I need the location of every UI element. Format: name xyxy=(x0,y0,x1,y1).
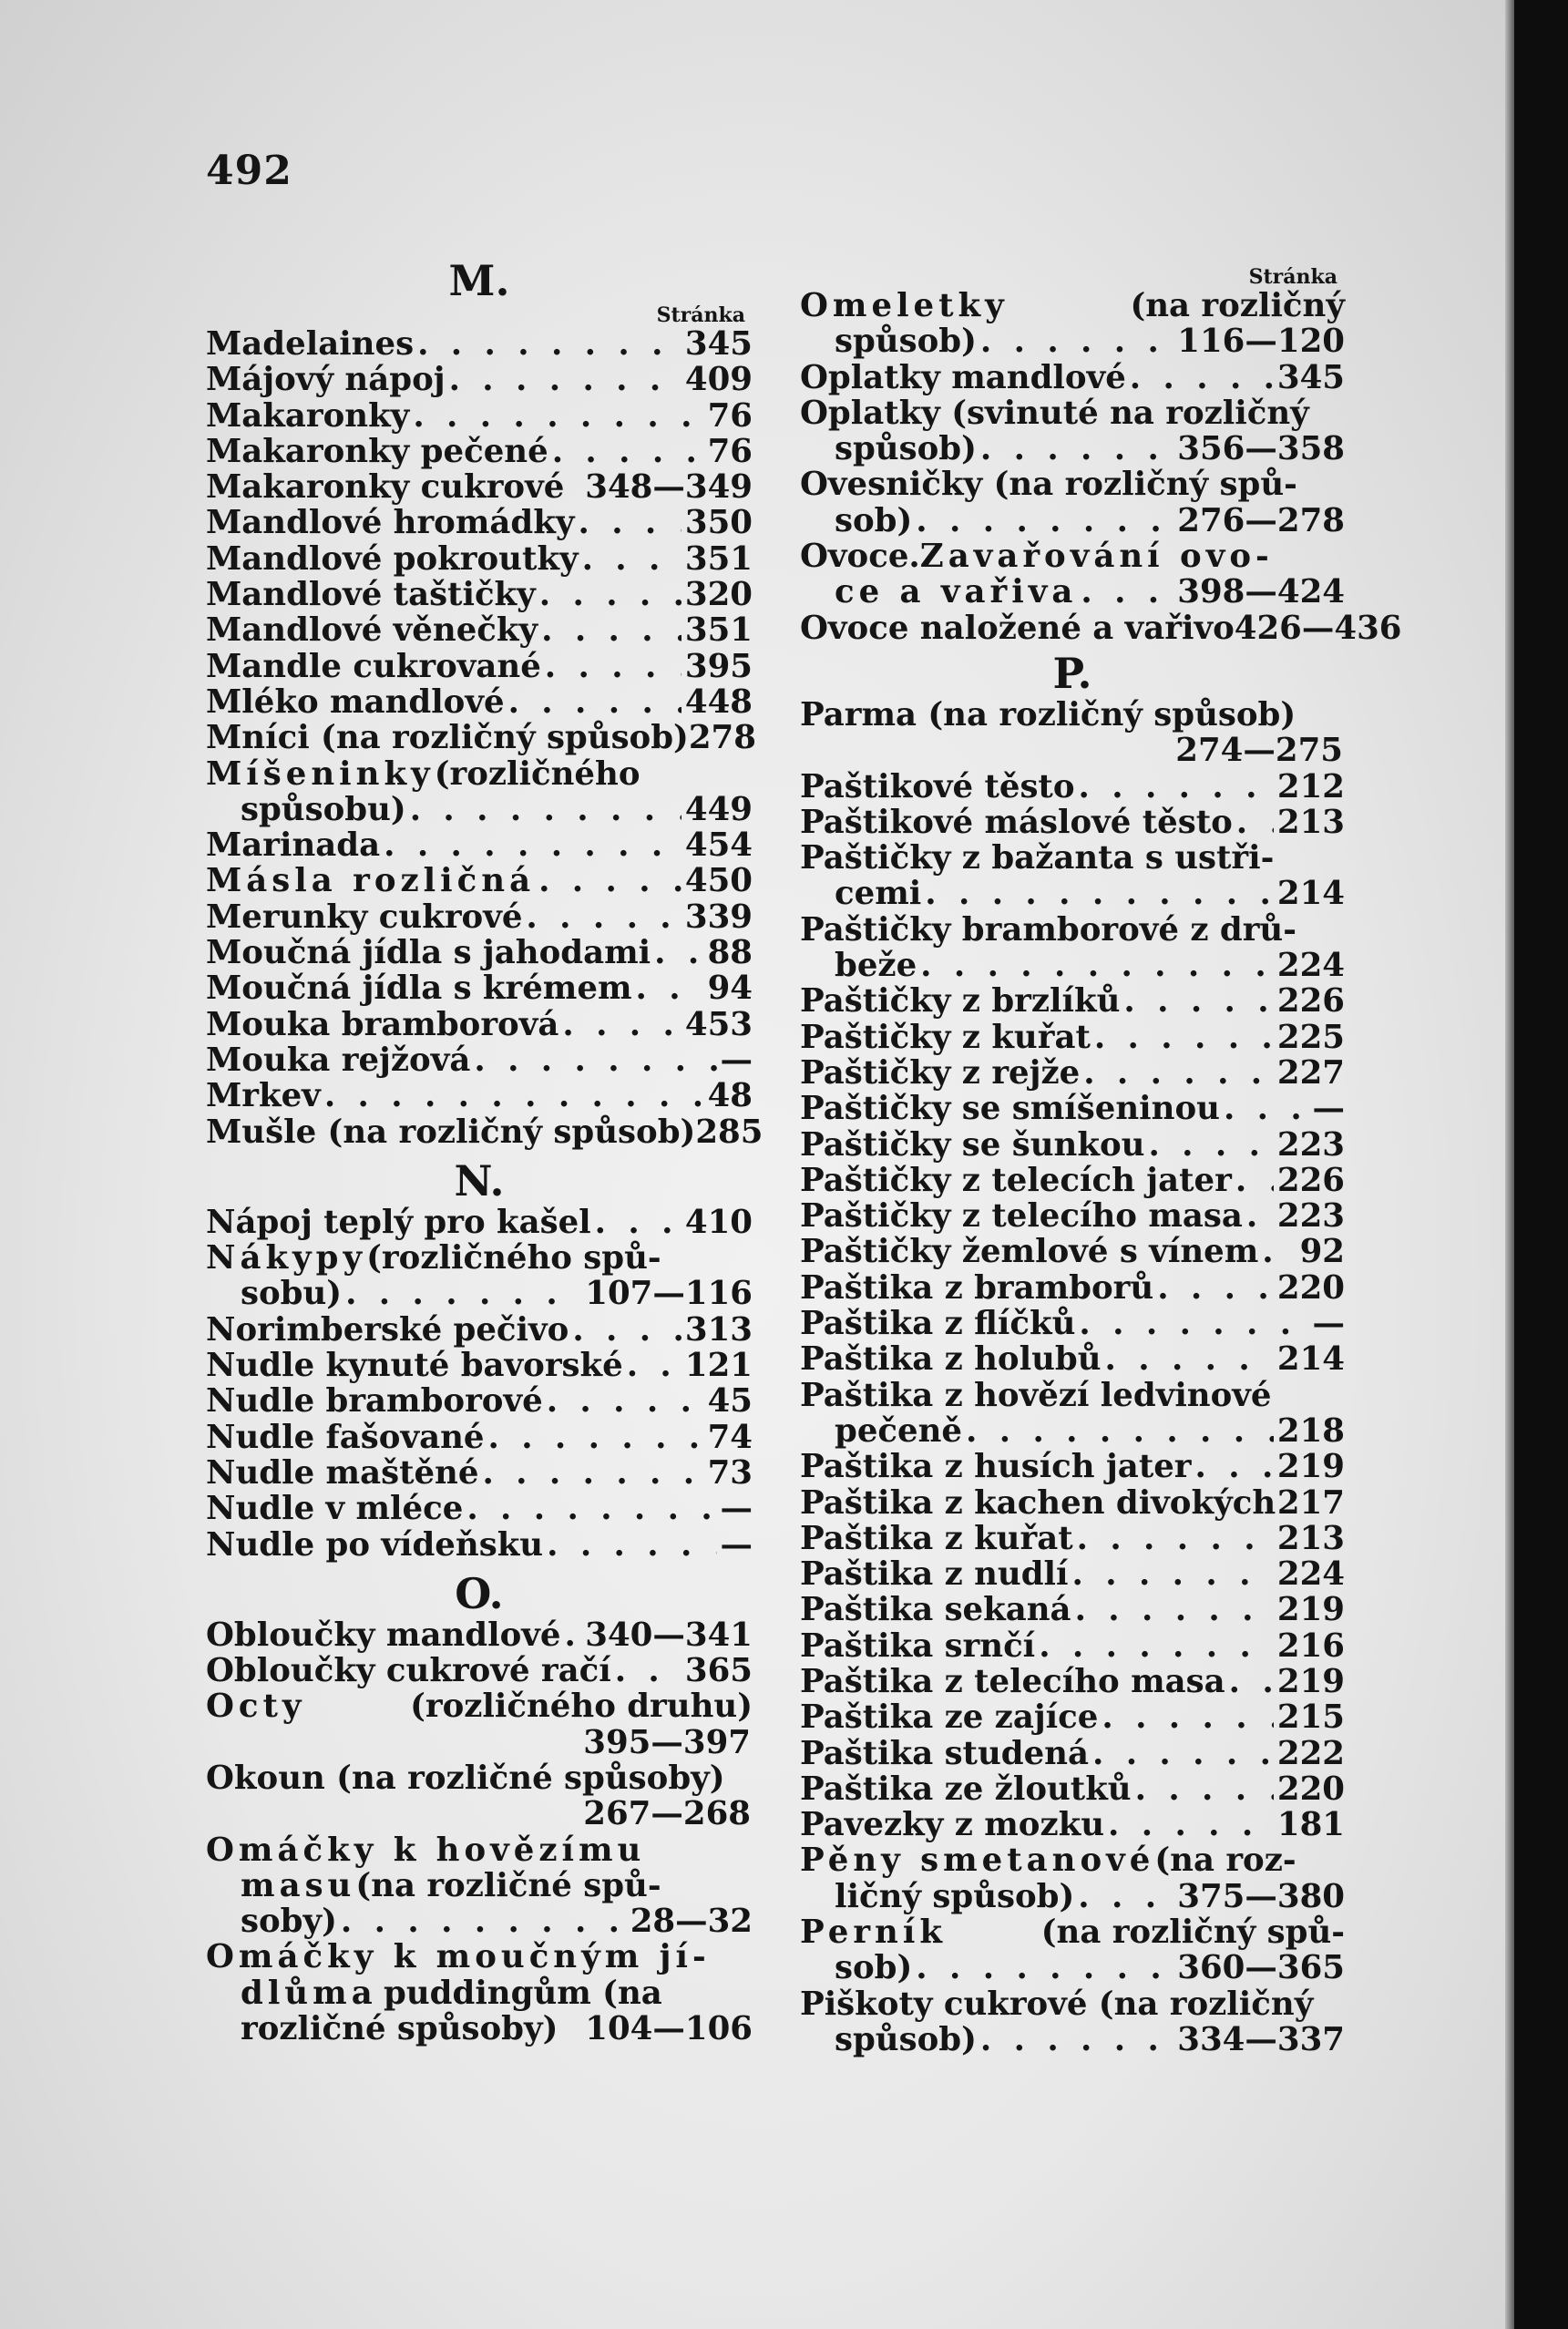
index-entry: Ovesničky (na rozličný spů- sob) . . . 276—278 xyxy=(800,467,1345,539)
index-entry: Paštičky bramborové z drů- beže . . . 224 xyxy=(800,912,1345,984)
index-entry: Makaronky pečené . . . 76 xyxy=(206,434,753,469)
index-entry: Paštičky z kuřat . . . 225 xyxy=(800,1020,1345,1055)
index-entry: Nudle po vídeňsku . . . — xyxy=(206,1527,753,1563)
index-entry: Makaronky . . . 76 xyxy=(206,398,753,434)
index-entry: Perník (na rozličný spů- sob) . . . 360—365 xyxy=(800,1914,1345,1986)
index-entry: Paštičky žemlové s vínem . . . 92 xyxy=(800,1234,1345,1269)
index-entry: Nudle v mléce . . . — xyxy=(206,1491,753,1526)
index-entry: Mandlové hromádky . . . 350 xyxy=(206,505,753,540)
section-heading-p: P. xyxy=(1052,648,1092,698)
index-column-right xyxy=(800,253,1402,2058)
index-entry: Omáčky k moučným jí- dlům a puddingům (na rozličné spůsoby) 104—106 xyxy=(206,1938,753,2048)
index-entry: Paštičky z telecích jater . . . 226 xyxy=(800,1163,1345,1198)
index-entry: Octy (rozličného druhu) 395—397 xyxy=(206,1688,753,1761)
index-entry: Paštika ze zajíce . . . 215 xyxy=(800,1699,1345,1735)
index-entry: Paštičky z telecího masa . . . 223 xyxy=(800,1198,1345,1234)
index-entry: Nudle kynuté bavorské . . . 121 xyxy=(206,1348,753,1383)
index-entry: Mandle cukrované . . . 395 xyxy=(206,649,753,684)
index-entry: Paštika z nudlí . . . 224 xyxy=(800,1556,1345,1592)
index-entry: Mandlové taštičky . . . 320 xyxy=(206,577,753,612)
index-entry: Mušle (na rozličný spůsob) 285 xyxy=(206,1113,764,1151)
page-edge-shadow xyxy=(1505,0,1514,2329)
page-number: 492 xyxy=(206,148,292,194)
index-entry: Nápoj teplý pro kašel . . . 410 xyxy=(206,1205,753,1240)
index-entry: Merunky cukrové . . . 339 xyxy=(206,899,753,935)
section-heading-o: O. xyxy=(455,1568,504,1618)
index-entry: Mandlové věnečky . . . 351 xyxy=(206,612,753,648)
index-entry: Omeletky (na rozličný spůsob) . . . 116—120 xyxy=(800,288,1345,360)
index-entry: Makaronky cukrové 348—349 xyxy=(206,468,753,507)
index-entry: Mrkev . . . 48 xyxy=(206,1078,753,1113)
index-entry: Paštika srnčí . . . 216 xyxy=(800,1628,1345,1664)
index-entry: Pěny smetanové (na roz- ličný spůsob) . . . 375—380 xyxy=(800,1842,1345,1914)
index-entry: Paštičky z bažanta s ustři- cemi . . . 214 xyxy=(800,840,1345,912)
index-entry: Okoun (na rozličné spůsoby) 267—268 xyxy=(206,1759,751,1833)
index-entry: Paštičky se šunkou . . . 223 xyxy=(800,1127,1345,1163)
index-entry: Obloučky cukrové račí . . . 365 xyxy=(206,1653,753,1688)
index-entry: Oplatky (svinuté na rozličný spůsob) . . . 356—358 xyxy=(800,395,1345,467)
index-entry: Paštikové máslové těsto . . . 213 xyxy=(800,805,1345,840)
index-entry: Paštika z kachen divokých 217 xyxy=(800,1483,1345,1522)
index-entry: Paštika z kuřat . . . 213 xyxy=(800,1521,1345,1556)
index-entry: Paštika z bramborů . . . 220 xyxy=(800,1270,1345,1306)
index-entry: Mandlové pokroutky . . . 351 xyxy=(206,541,753,577)
index-entry: Mníci (na rozličný spůsob) 278 xyxy=(206,719,756,757)
section-heading-n: N. xyxy=(454,1155,505,1206)
stranka-label: Stránka xyxy=(656,303,745,327)
index-entry: Paštika ze žloutků . . . 220 xyxy=(800,1771,1345,1807)
index-entry: Paštika z hovězí ledvinové pečeně . . . 218 xyxy=(800,1378,1345,1450)
index-entry: Nudle maštěné . . . 73 xyxy=(206,1455,753,1491)
index-entry: Mouka rejžová . . . — xyxy=(206,1042,753,1078)
index-entry: Nudle fašované . . . 74 xyxy=(206,1420,753,1455)
index-entry: Moučná jídla s krémem . . . 94 xyxy=(206,970,753,1006)
index-entry: Moučná jídla s jahodami . . . 88 xyxy=(206,935,753,970)
index-entry: Norimberské pečivo . . . 313 xyxy=(206,1312,753,1348)
index-entry: Ovoce naložené a vařivo 426—436 xyxy=(800,609,1402,647)
index-column-left xyxy=(206,253,764,2048)
index-entry: Mléko mandlové . . . 448 xyxy=(206,684,753,720)
index-entry: Paštika z flíčků . . . — xyxy=(800,1306,1345,1341)
section-heading-m: M. xyxy=(448,256,510,305)
index-entry: Paštika sekaná . . . 219 xyxy=(800,1592,1345,1627)
index-entry: Parma (na rozličný spůsob) 274—275 xyxy=(800,695,1343,770)
stranka-label-right: Stránka xyxy=(1248,265,1337,289)
index-entry: Nákypy (rozličného spů- sobu) . . . 107—116 xyxy=(206,1240,753,1312)
book-edge xyxy=(1514,0,1568,2329)
index-entry: Omáčky k hovězímu masu (na rozličné spů- soby) . . . 28—32 xyxy=(206,1832,753,1940)
index-entry: Mouka bramborová . . . 453 xyxy=(206,1007,753,1042)
index-entry: Paštika z telecího masa . . . 219 xyxy=(800,1664,1345,1699)
index-entry: Marinada . . . 454 xyxy=(206,827,753,863)
index-entry: Nudle bramborové . . . 45 xyxy=(206,1383,753,1419)
index-entry: Míšeninky (rozličného spůsobu) . . . 449 xyxy=(206,756,753,828)
index-entry: Paštika studená . . . 222 xyxy=(800,1736,1345,1771)
index-entry: Oplatky mandlové . . . 345 xyxy=(800,360,1345,395)
index-entry: Paštikové těsto . . . 212 xyxy=(800,769,1345,805)
index-entry: Ovoce. Zavařování ovo- ce a vařiva . . . 398—424 xyxy=(800,539,1345,610)
index-entry: Másla rozličná . . . 450 xyxy=(206,863,753,898)
index-entry: Pavezky z mozku . . . 181 xyxy=(800,1807,1345,1842)
index-entry: Piškoty cukrové (na rozličný spůsob) . . . 334—337 xyxy=(800,1986,1345,2058)
index-entry: Májový nápoj . . . 409 xyxy=(206,362,753,397)
index-entry: Obloučky mandlové . . . 340—341 xyxy=(206,1617,753,1653)
index-entry: Paštika z husích jater . . . 219 xyxy=(800,1449,1345,1484)
index-entry: Paštičky se smíšeninou . . . — xyxy=(800,1091,1345,1126)
index-entry: Paštika z holubů . . . 214 xyxy=(800,1341,1345,1377)
index-entry: Paštičky z rejže . . . 227 xyxy=(800,1055,1345,1091)
index-entry: Paštičky z brzlíků . . . 226 xyxy=(800,983,1345,1019)
index-entry: Madelaines . . . 345 xyxy=(206,326,753,362)
